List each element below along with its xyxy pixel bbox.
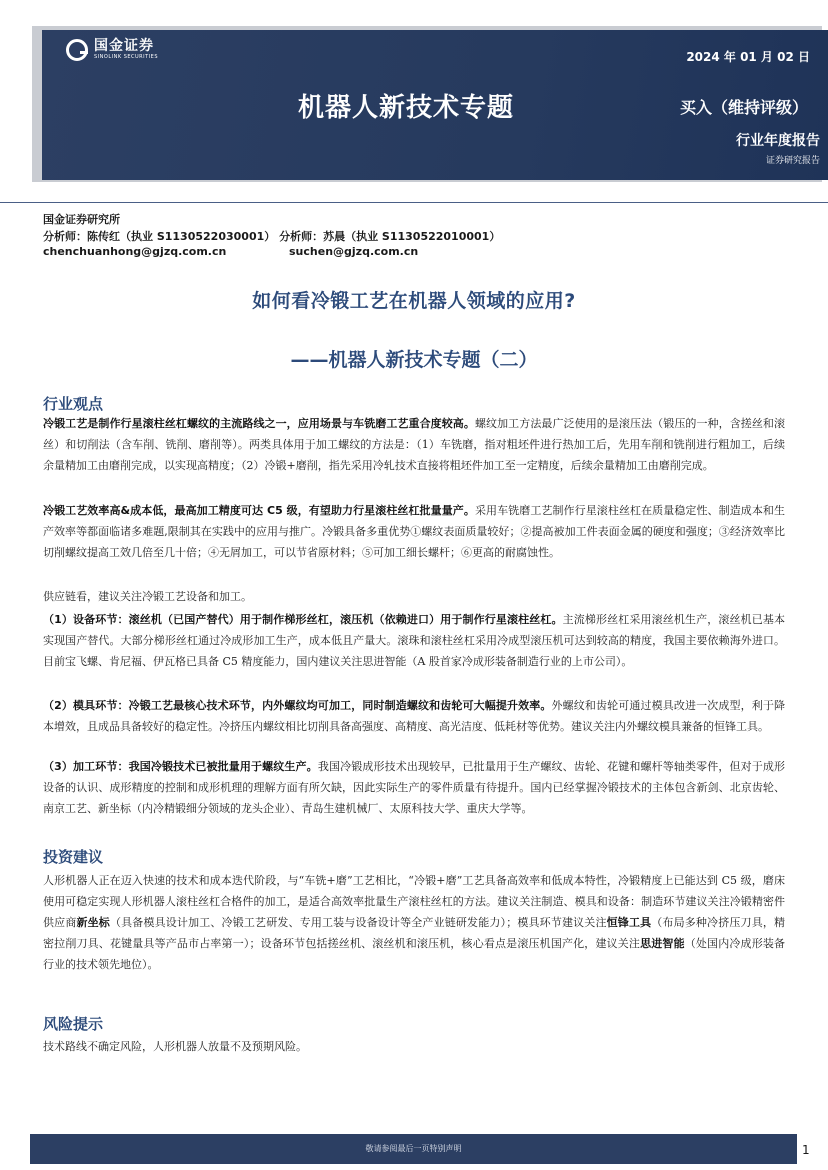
company-xinzuobiao: 新坐标 <box>76 916 110 929</box>
analyst-email-1[interactable]: chenchuanhong@gjzq.com.cn <box>43 245 227 258</box>
report-date: 2024 年 01 月 02 日 <box>686 50 810 64</box>
report-type: 行业年度报告 <box>736 133 820 149</box>
institute-name: 国金证券研究所 <box>43 213 120 226</box>
paragraph-6-lead: （3）加工环节：我国冷锻技术已被批量用于螺纹生产。 <box>43 760 318 773</box>
paragraph-6 <box>43 756 785 819</box>
paragraph-5-lead: （2）模具环节：冷锻工艺最核心技术环节，内外螺纹均可加工，同时制造螺纹和齿轮可大幅提升效率。 <box>43 699 552 712</box>
paragraph-1-body: 螺纹加工方法最广泛使用的是滚压法（锻压的一种，含搓丝和滚丝）和切削法（含车削、铣削、磨削等）。两类具体用于加工螺纹的方法是：（1）车铣磨，指对粗坯件进行热加工后，先用车削和铣削进行粗加工，后续余量精加工由磨削完成，以实现高精度；（2）冷锻+磨削，指先采用冷轧技术直接将粗坯件加工至一定精度，后续余量精加工由磨削完成。 <box>43 417 785 472</box>
paragraph-8: 技术路线不确定风险，人形机器人放量不及预期风险。 <box>43 1040 307 1053</box>
logo-cn-text: 国金证券 <box>94 38 154 54</box>
paragraph-7 <box>43 870 785 975</box>
paragraph-3: 供应链看，建议关注冷锻工艺设备和加工。 <box>43 590 252 603</box>
header-divider <box>0 202 828 203</box>
paragraph-1-lead: 冷锻工艺是制作行星滚柱丝杠螺纹的主流路线之一，应用场景与车铣磨工艺重合度较高。 <box>43 417 475 430</box>
company-hengfeng: 恒锋工具 <box>606 916 652 929</box>
analyst-line: 分析师：陈传红（执业 S1130522030001） 分析师：苏晨（执业 S1130522010001） <box>43 230 501 243</box>
paragraph-7-part-e: （处国内冷成形装备行业的技术领先地位）。 <box>43 937 786 971</box>
document-title: 如何看冷锻工艺在机器人领域的应用? <box>252 290 576 312</box>
paragraph-4-body: 主流梯形丝杠采用滚丝机生产，滚丝机已基本实现国产替代。大部分梯形丝杠通过冷成形加工生产，成本低且产量大。滚珠和滚柱丝杠采用冷成型滚压机可达到较高的精度，我国主要依赖海外进口。目前宝飞螺、肯尼福、伊瓦格已具备 C5 精度能力，国内建议关注思进智能（A 股首家冷成形装备制造行业的上市公司）。 <box>43 613 785 668</box>
paragraph-4 <box>43 609 785 672</box>
paragraph-2-body: 采用车铣磨工艺制作行星滚柱丝杠在质量稳定性、制造成本和生产效率等都面临诸多难题,限制其在实践中的应用与推广。冷锻具备多重优势①螺纹表面质量较好；②提高被加工件表面金属的硬度和强度；③经济效率比切削螺纹提高工效几倍至几十倍；④无屑加工，可以节省原材料；⑤可加工细长螺杆；⑥更高的耐腐蚀性。 <box>43 504 786 559</box>
logo-en-text: SINOLINK SECURITIES <box>94 54 158 60</box>
company-sijin: 思进智能 <box>640 937 685 950</box>
section-heading-invest: 投资建议 <box>43 848 104 866</box>
document-subtitle: ——机器人新技术专题（二） <box>290 349 538 371</box>
paragraph-1 <box>43 413 785 476</box>
logo-mark-icon <box>66 39 88 61</box>
paragraph-2-lead: 冷锻工艺效率高&成本低，最高加工精度可达 C5 级，有望助力行星滚柱丝杠批量量产。 <box>43 504 475 517</box>
paragraph-4-lead: （1）设备环节：滚丝机（已国产替代）用于制作梯形丝杠，滚压机（依赖进口）用于制作行星滚柱丝杠。 <box>43 613 563 626</box>
paragraph-5 <box>43 695 785 737</box>
section-heading-view: 行业观点 <box>43 395 104 413</box>
footer-notice[interactable]: 敬请参阅最后一页特别声明 <box>365 1144 462 1153</box>
paragraph-5-body: 外螺纹和齿轮可通过模具改进一次成型，利于降本增效，且成品具备较好的稳定性。冷挤压内螺纹相比切削具备高强度、高精度、高光洁度、低耗材等优势。建议关注内外螺纹模具兼备的恒锋工具。 <box>43 699 785 733</box>
report-subtype: 证券研究报告 <box>765 156 820 166</box>
paragraph-6-body: 我国冷锻成形技术出现较早，已批量用于生产螺纹、齿轮、花键和螺杆等轴类零件，但对于成形设备的认识、成形精度的控制和成形机理的理解方面有所欠缺，因此实际生产的零件质量有待提升。国内已经掌握冷锻技术的主体包含新剑、北京齿轮、南京工艺、新坐标（内冷精锻细分领域的龙头企业）、青岛生建机械厂、太原科技大学、重庆大学等。 <box>43 760 785 815</box>
rating-label: 买入（维持评级） <box>679 98 808 117</box>
section-heading-risk: 风险提示 <box>43 1015 104 1033</box>
paragraph-2 <box>43 500 785 563</box>
analyst-email-2[interactable]: suchen@gjzq.com.cn <box>289 245 419 258</box>
report-series-title: 机器人新技术专题 <box>298 93 515 123</box>
page-number: 1 <box>802 1143 810 1157</box>
paragraph-7-part-a: 人形机器人正在迈入快速的技术和成本迭代阶段，与“车铣+磨”工艺相比，“冷锻+磨”工艺具备高效率和低成本特性，冷锻精度上已能达到 C5 级，磨床使用可稳定实现人形机器人滚柱丝杠合格件的加工，是适合高效率批量生产滚柱丝杠的方法。建议关注制造、模具和设备：制造环节建议关注冷锻精密件供应商 <box>43 874 785 929</box>
paragraph-7-part-c: （具备模具设计加工、冷锻工艺研发、专用工装与设备设计等全产业链研发能力）；模具环节建议关注 <box>109 916 607 929</box>
paragraph-7-part-d: （布局多种冷挤压刀具，精密拉削刀具、花键量具等产品市占率第一）；设备环节包括搓丝机、滚丝机和滚压机，核心看点是滚压机国产化，建议关注 <box>43 916 786 950</box>
company-logo <box>66 38 158 61</box>
